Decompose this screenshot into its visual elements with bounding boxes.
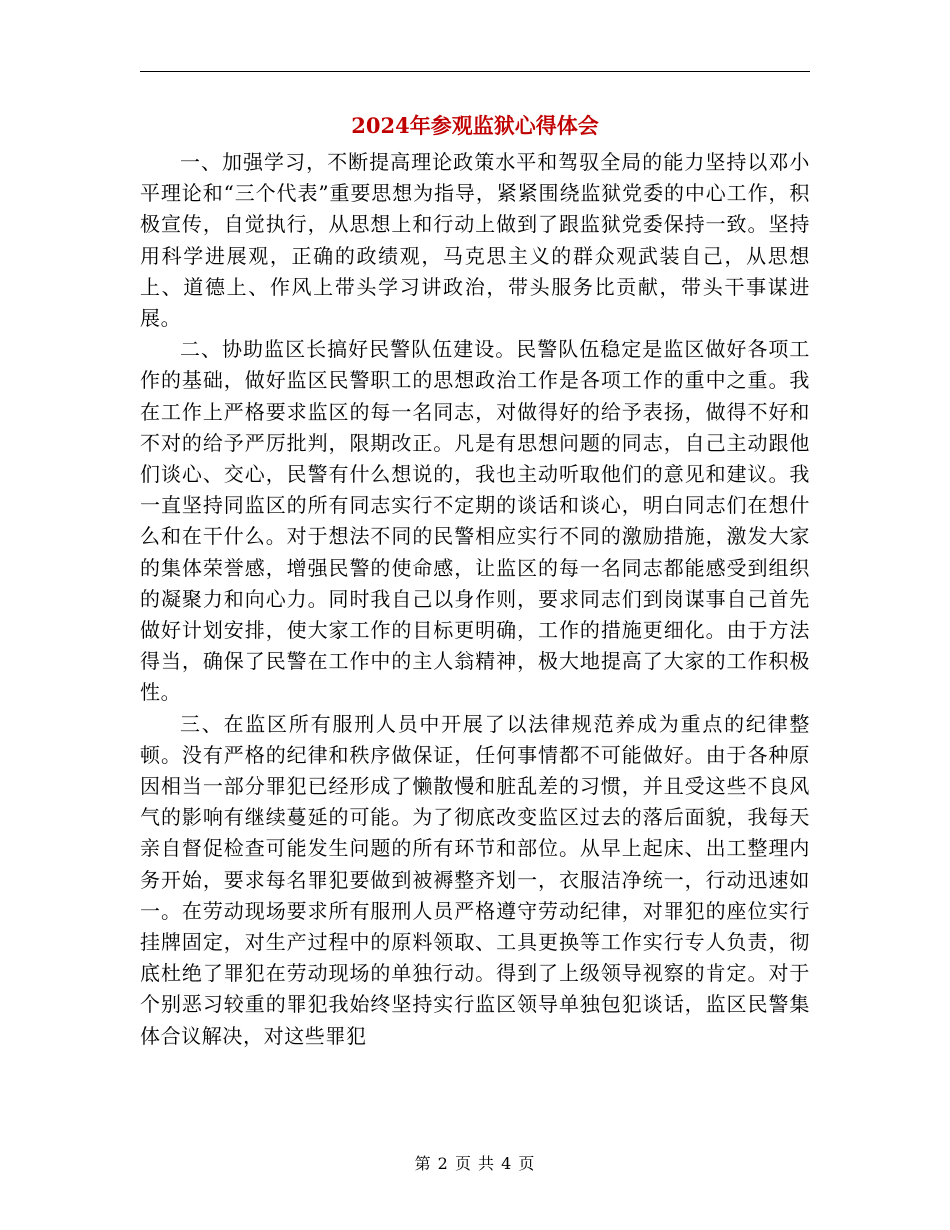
document-body [140, 147, 810, 1052]
paragraph-3: 三、在监区所有服刑人员中开展了以法律规范养成为重点的纪律整顿。没有严格的纪律和秩序做保证，任何事情都不可能做好。由于各种原因相当一部分罪犯已经形成了懒散慢和脏乱差的习惯，并且受这些不良风气的影响有继续蔓延的可能。为了彻底改变监区过去的落后面貌，我每天亲自督促检查可能发生问题的所有环节和部位。从早上起床、出工整理内务开始，要求每名罪犯要做到被褥整齐划一，衣服洁净统一，行动迅速如一。在劳动现场要求所有服刑人员严格遵守劳动纪律，对罪犯的座位实行挂牌固定，对生产过程中的原料领取、工具更换等工作实行专人负责，彻底杜绝了罪犯在劳动现场的单独行动。得到了上级领导视察的肯定。对于个别恶习较重的罪犯我始终坚持实行监区领导单独包犯谈话，监区民警集体合议解决，对这些罪犯 [140, 711, 810, 1048]
paragraph-1: 一、加强学习，不断提高理论政策水平和驾驭全局的能力坚持以邓小平理论和“三个代表”重要思想为指导，紧紧围绕监狱党委的中心工作，积极宣传，自觉执行，从思想上和行动上做到了跟监狱党委保持一致。坚持用科学进展观，正确的政绩观，马克思主义的群众观武装自己，从思想上、道德上、作风上带头学习讲政治，带头服务比贡献，带头干事谋进展。 [140, 150, 810, 331]
header-rule [140, 71, 810, 72]
page-number: 第 2 页 共 4 页 [414, 1154, 536, 1173]
paragraph-2: 二、协助监区长搞好民警队伍建设。民警队伍稳定是监区做好各项工作的基础，做好监区民警职工的思想政治工作是各项工作的重中之重。我在工作上严格要求监区的每一名同志，对做得好的给予表扬，做得不好和不对的给予严厉批判，限期改正。凡是有思想问题的同志，自己主动跟他们谈心、交心，民警有什么想说的，我也主动听取他们的意见和建议。我一直坚持同监区的所有同志实行不定期的谈话和谈心，明白同志们在想什么和在干什么。对于想法不同的民警相应实行不同的激励措施，激发大家的集体荣誉感，增强民警的使命感，让监区的每一名同志都能感受到组织的凝聚力和向心力。同时我自己以身作则，要求同志们到岗谋事自己首先做好计划安排，使大家工作的目标更明确，工作的措施更细化。由于方法得当，确保了民警在工作中的主人翁精神，极大地提高了大家的工作积极性。 [140, 337, 810, 705]
document-title: 2024年参观监狱心得体会 [351, 113, 599, 138]
